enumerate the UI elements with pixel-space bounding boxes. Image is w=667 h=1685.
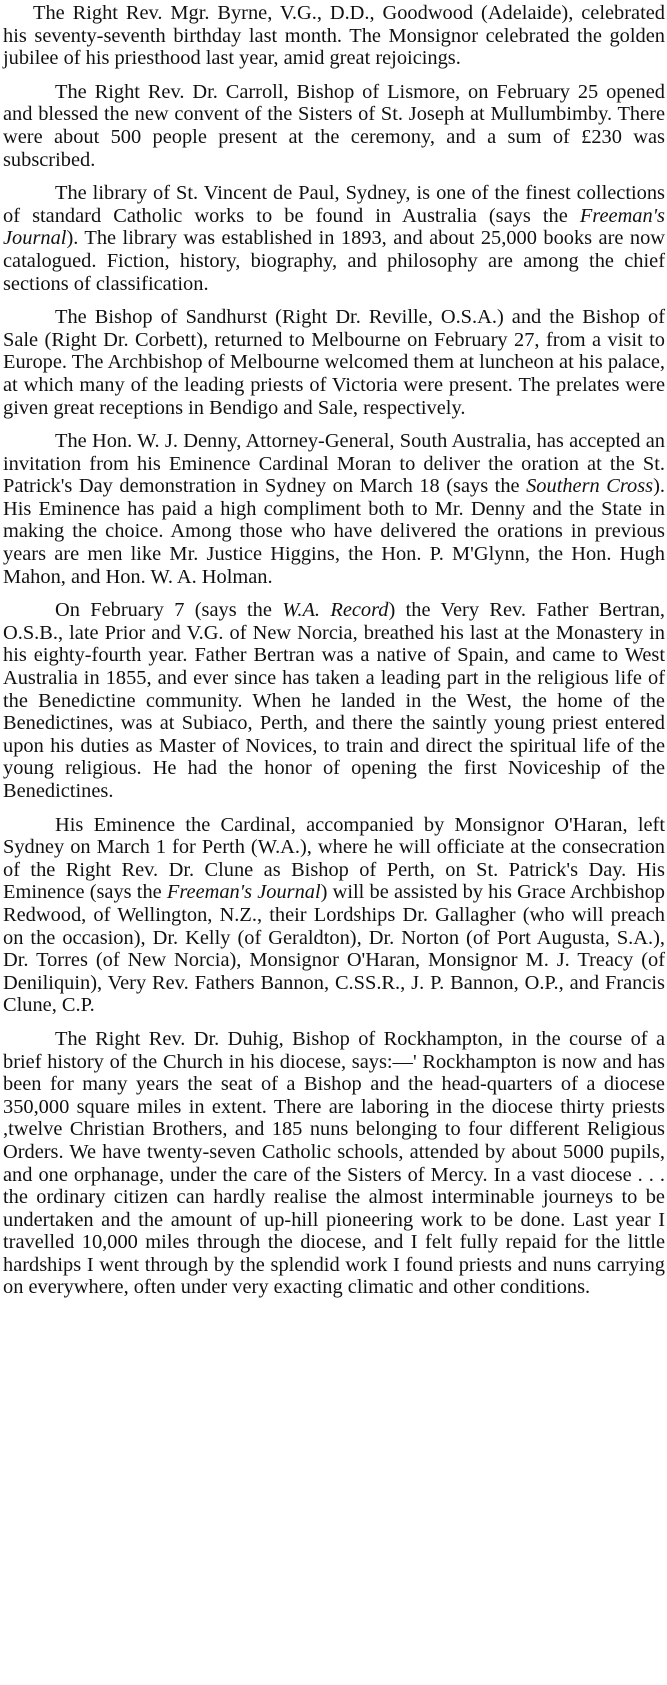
paragraph-text: ). The library was established in 1893, and about 25,000 books are now catalogued. Fiction, history, biography, and philosophy are among the chief sections of classification.	[3, 227, 665, 295]
publication-title: Freeman's Journal	[166, 881, 321, 904]
paragraph-rockhampton-diocese	[3, 1028, 665, 1299]
paragraph-text: His Eminence the Cardinal, accompanied by Monsignor O'Haran, left Sydney on March 1 for Perth (W.A.), where he will officiate at the consecration of the Right Rev. Dr. Clune as Bishop of Perth, on St. Patrick's Day. His Eminence (says the	[3, 813, 665, 904]
paragraph-text: The library of St. Vincent de Paul, Sydney, is one of the finest collections of standard Catholic works to be found in Australia (says the	[3, 182, 665, 227]
publication-title: Freeman's Journal	[3, 204, 665, 250]
paragraph-text: The Bishop of Sandhurst (Right Dr. Reville, O.S.A.) and the Bishop of Sale (Right Dr. Corbett), returned to Melbourne on February 27, from a visit to Europe. The Archbishop of Melbourne welcomed them at luncheon at his palace, at which many of the leading priests of Victoria were present. The prelates were given great receptions in Bendigo and Sale, respectively.	[3, 306, 665, 419]
paragraph-text: The Right Rev. Mgr. Byrne, V.G., D.D., Goodwood (Adelaide), celebrated his seventy-seventh birthday last month. The Monsignor celebrated the golden jubilee of his priesthood last year, amid great rejoicings.	[3, 2, 665, 70]
paragraph-text: ). His Eminence has paid a high compliment both to Mr. Denny and the State in making the choice. Among those who have delivered the orations in previous years are men like Mr. Justice Higgins, the Hon. P. M'Glynn, the Hon. Hugh Mahon, and Hon. W. A. Holman.	[3, 475, 665, 588]
paragraph-denny-oration	[3, 430, 665, 588]
paragraph-father-bertran	[3, 599, 665, 802]
paragraph-bishops-return	[3, 306, 665, 419]
paragraph-vincent-de-paul-library	[3, 182, 665, 295]
paragraph-text: ) the Very Rev. Father Bertran, O.S.B., late Prior and V.G. of New Norcia, breathed his last at the Monastery in his eighty-fourth year. Father Bertran was a native of Spain, and came to West Australia in 1855, and ever since has taken a leading part in the religious life of the Benedictine community. When he landed in the West, the home of the Benedictines, was at Subiaco, Perth, and there the saintly young priest entered upon his duties as Master of Novices, to train and direct the spiritual life of the young religious. He had the honor of opening the first Noviceship of the Benedictines.	[3, 599, 665, 802]
publication-title: W.A. Record	[282, 599, 389, 622]
paragraph-text: ) will be assisted by his Grace Archbishop Redwood, of Wellington, N.Z., their Lordships Dr. Gallagher (who will preach on the occasion), Dr. Kelly (of Geraldton), Dr. Norton (of Port Augusta, S.A.), Dr. Torres (of New Norcia), Monsignor O'Haran, Monsignor M. J. Treacy (of Deniliquin), Very Rev. Fathers Bannon, C.SS.R., J. P. Bannon, O.P., and Francis Clune, C.P.	[3, 881, 665, 1017]
publication-title: Southern Cross	[526, 475, 654, 498]
paragraph-text: The Hon. W. J. Denny, Attorney-General, South Australia, has accepted an invitation from his Eminence Cardinal Moran to deliver the oration at the St. Patrick's Day demonstration in Sydney on March 18 (says the	[3, 430, 665, 498]
paragraph-byrne-birthday	[3, 2, 665, 70]
paragraph-cardinal-perth	[3, 814, 665, 1017]
paragraph-text: The Right Rev. Dr. Duhig, Bishop of Rockhampton, in the course of a brief history of the Church in his diocese, says:—' Rockhampton is now and has been for many years the seat of a Bishop and the head-quarters of a diocese 350,000 square miles in extent. There are laboring in the diocese thirty priests ,twelve Christian Brothers, and 185 nuns belonging to four different Religious Orders. We have twenty-seven Catholic schools, attended by about 5000 pupils, and one orphanage, under the care of the Sisters of Mercy. In a vast diocese . . . the ordinary citizen can hardly realise the almost interminable journeys to be undertaken and the amount of up-hill pioneering work to be done. Last year I travelled 10,000 miles through the diocese, and I felt fully repaid for the little hardships I went through by the splendid work I found priests and nuns carrying on everywhere, often under very exacting climatic and other conditions.	[3, 1027, 665, 1299]
paragraph-text: The Right Rev. Dr. Carroll, Bishop of Lismore, on February 25 opened and blessed the new convent of the Sisters of St. Joseph at Mullumbimby. There were about 500 people present at the ceremony, and a sum of £230 was subscribed.	[3, 80, 665, 171]
paragraph-lismore-convent	[3, 81, 665, 171]
paragraph-text: On February 7 (says the	[55, 599, 283, 622]
